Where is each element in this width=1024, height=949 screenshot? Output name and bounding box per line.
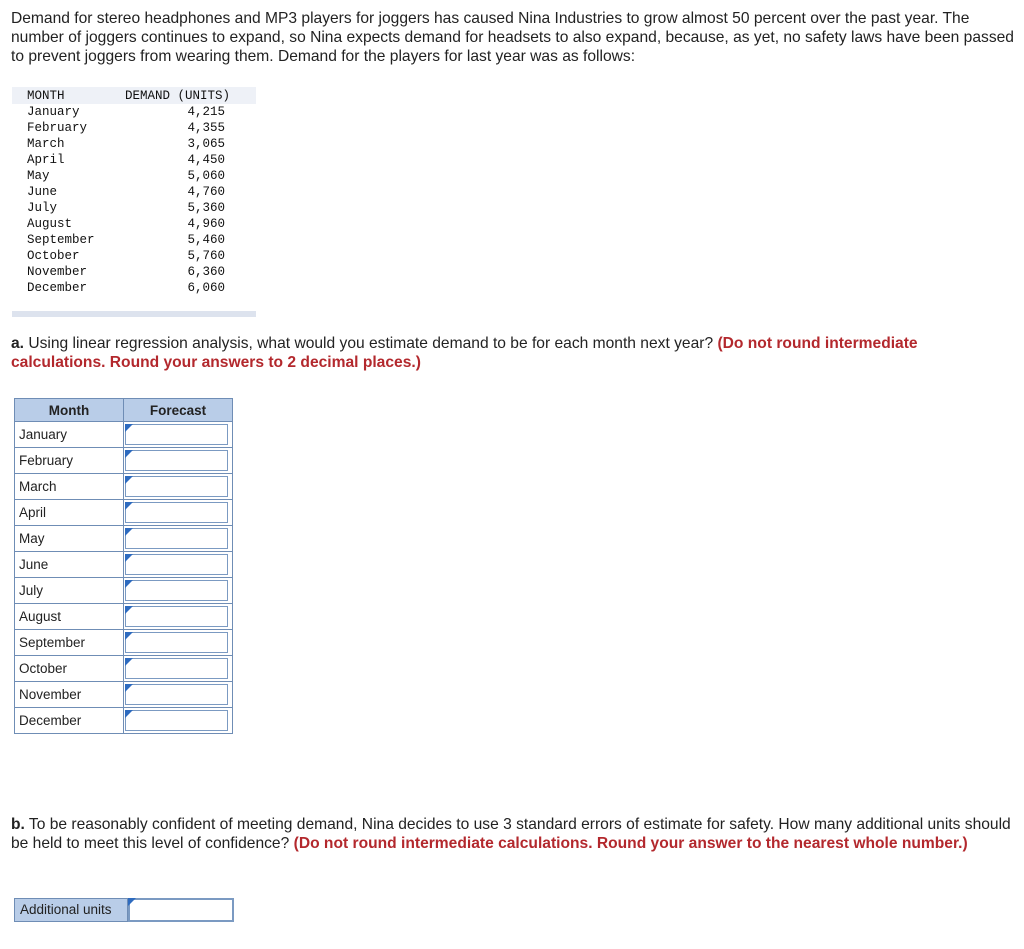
month-column-header: MONTH [27, 89, 65, 103]
forecast-month-cell: October [15, 656, 124, 682]
additional-units-input[interactable] [130, 900, 232, 920]
forecast-month-cell: April [15, 500, 124, 526]
answer-flag-icon [125, 554, 133, 562]
demand-table-row [12, 168, 256, 184]
forecast-input[interactable] [126, 659, 227, 678]
forecast-answer-cell [124, 656, 233, 682]
demand-value-cell: 4,355 [187, 121, 225, 135]
forecast-answer-cell [124, 552, 233, 578]
forecast-answer-box[interactable] [125, 450, 228, 471]
forecast-answer-box[interactable] [125, 684, 228, 705]
additional-units-row [14, 898, 234, 922]
demand-table-row [12, 136, 256, 152]
forecast-answer-cell [124, 604, 233, 630]
demand-month-cell: February [27, 121, 88, 135]
forecast-answer-box[interactable] [125, 580, 228, 601]
answer-flag-icon [125, 528, 133, 536]
problem-intro: Demand for stereo headphones and MP3 players for joggers has caused Nina Industries to grow almost 50 percent over the past year. The number of joggers continues to expand, so Nina expects demand for headsets to also expand, because, as yet, no safety laws have been passed to prevent joggers from wearing them. Demand for the players for last year was as follows: [11, 10, 1014, 65]
demand-table-row [12, 232, 256, 248]
question-a-label: a. [11, 335, 25, 352]
forecast-input[interactable] [126, 685, 227, 704]
forecast-row [15, 682, 233, 708]
answer-flag-icon [125, 684, 133, 692]
question-b-text: To be reasonably confident of meeting demand, Nina decides to use 3 standard errors of estimate for safety. How many additional units should be held to meet this level of confidence? [11, 816, 1011, 852]
forecast-answer-box[interactable] [125, 424, 228, 445]
answer-flag-icon [125, 424, 133, 432]
demand-value-cell: 5,460 [187, 233, 225, 247]
demand-month-cell: August [27, 217, 73, 231]
forecast-row [15, 656, 233, 682]
forecast-table-header [15, 399, 233, 422]
answer-flag-icon [125, 580, 133, 588]
forecast-month-cell: July [15, 578, 124, 604]
demand-value-cell: 4,450 [187, 153, 225, 167]
forecast-value-header: Forecast [124, 399, 233, 422]
forecast-row [15, 578, 233, 604]
demand-table-row [12, 184, 256, 200]
forecast-month-cell: September [15, 630, 124, 656]
demand-month-cell: September [27, 233, 95, 247]
forecast-month-cell: December [15, 708, 124, 734]
forecast-input[interactable] [126, 555, 227, 574]
table-bottom-bar [12, 311, 256, 317]
answer-flag-icon [125, 606, 133, 614]
forecast-input[interactable] [126, 581, 227, 600]
forecast-answer-cell [124, 630, 233, 656]
demand-table [12, 87, 256, 317]
forecast-input[interactable] [126, 425, 227, 444]
answer-flag-icon [125, 502, 133, 510]
forecast-month-cell: February [15, 448, 124, 474]
forecast-answer-cell [124, 500, 233, 526]
demand-value-cell: 6,060 [187, 281, 225, 295]
forecast-answer-cell [124, 474, 233, 500]
demand-month-cell: April [27, 153, 65, 167]
demand-table-row [12, 264, 256, 280]
demand-value-cell: 5,360 [187, 201, 225, 215]
forecast-month-cell: August [15, 604, 124, 630]
demand-table-row [12, 200, 256, 216]
demand-value-cell: 5,760 [187, 249, 225, 263]
forecast-row [15, 474, 233, 500]
question-b [11, 815, 1011, 853]
forecast-month-cell: January [15, 422, 124, 448]
answer-flag-icon [125, 658, 133, 666]
forecast-input[interactable] [126, 477, 227, 496]
demand-value-cell: 4,960 [187, 217, 225, 231]
forecast-answer-cell [124, 422, 233, 448]
forecast-row [15, 552, 233, 578]
forecast-input[interactable] [126, 503, 227, 522]
demand-table-row [12, 104, 256, 120]
demand-table-row [12, 120, 256, 136]
forecast-month-cell: June [15, 552, 124, 578]
additional-units-answer-box[interactable] [128, 898, 234, 922]
forecast-row [15, 448, 233, 474]
forecast-month-cell: March [15, 474, 124, 500]
forecast-answer-box[interactable] [125, 632, 228, 653]
forecast-month-header: Month [15, 399, 124, 422]
forecast-answer-box[interactable] [125, 502, 228, 523]
forecast-row [15, 604, 233, 630]
demand-table-row [12, 280, 256, 296]
question-a-text: Using linear regression analysis, what would you estimate demand to be for each month next year? [28, 335, 714, 352]
demand-month-cell: December [27, 281, 88, 295]
answer-flag-icon [125, 632, 133, 640]
answer-flag-icon [128, 898, 136, 906]
forecast-answer-cell [124, 448, 233, 474]
demand-month-cell: May [27, 169, 50, 183]
forecast-answer-box[interactable] [125, 710, 228, 731]
answer-flag-icon [125, 710, 133, 718]
forecast-input[interactable] [126, 529, 227, 548]
forecast-answer-cell [124, 682, 233, 708]
demand-month-cell: January [27, 105, 80, 119]
demand-table-row [12, 248, 256, 264]
demand-table-row [12, 152, 256, 168]
demand-month-cell: July [27, 201, 58, 215]
demand-table-row [12, 216, 256, 232]
forecast-input[interactable] [126, 711, 227, 730]
forecast-answer-box[interactable] [125, 528, 228, 549]
forecast-month-cell: May [15, 526, 124, 552]
forecast-answer-box[interactable] [125, 606, 228, 627]
forecast-input[interactable] [126, 607, 227, 626]
demand-value-cell: 4,215 [187, 105, 225, 119]
forecast-row [15, 422, 233, 448]
forecast-month-cell: November [15, 682, 124, 708]
forecast-row [15, 526, 233, 552]
forecast-input[interactable] [126, 633, 227, 652]
demand-table-header [12, 87, 256, 104]
demand-value-cell: 5,060 [187, 169, 225, 183]
forecast-table [14, 398, 233, 734]
answer-flag-icon [125, 476, 133, 484]
question-a-instruction: (Do not round intermediate calculations. Round your answers to 2 decimal places.) [11, 335, 918, 371]
forecast-answer-cell [124, 708, 233, 734]
forecast-answer-box[interactable] [125, 554, 228, 575]
forecast-answer-cell [124, 526, 233, 552]
demand-month-cell: June [27, 185, 58, 199]
demand-column-header: DEMAND (UNITS) [125, 89, 231, 103]
question-b-instruction: (Do not round intermediate calculations. Round your answer to the nearest whole number.) [293, 835, 968, 852]
forecast-row [15, 500, 233, 526]
forecast-row [15, 630, 233, 656]
answer-flag-icon [125, 450, 133, 458]
question-b-label: b. [11, 816, 25, 833]
forecast-input[interactable] [126, 451, 227, 470]
additional-units-label: Additional units [14, 898, 128, 922]
demand-month-cell: November [27, 265, 88, 279]
forecast-answer-cell [124, 578, 233, 604]
demand-table-body [12, 104, 256, 296]
forecast-row [15, 708, 233, 734]
forecast-answer-box[interactable] [125, 476, 228, 497]
question-a [11, 334, 1011, 372]
demand-month-cell: March [27, 137, 65, 151]
demand-value-cell: 4,760 [187, 185, 225, 199]
forecast-answer-box[interactable] [125, 658, 228, 679]
demand-month-cell: October [27, 249, 80, 263]
demand-value-cell: 3,065 [187, 137, 225, 151]
demand-value-cell: 6,360 [187, 265, 225, 279]
